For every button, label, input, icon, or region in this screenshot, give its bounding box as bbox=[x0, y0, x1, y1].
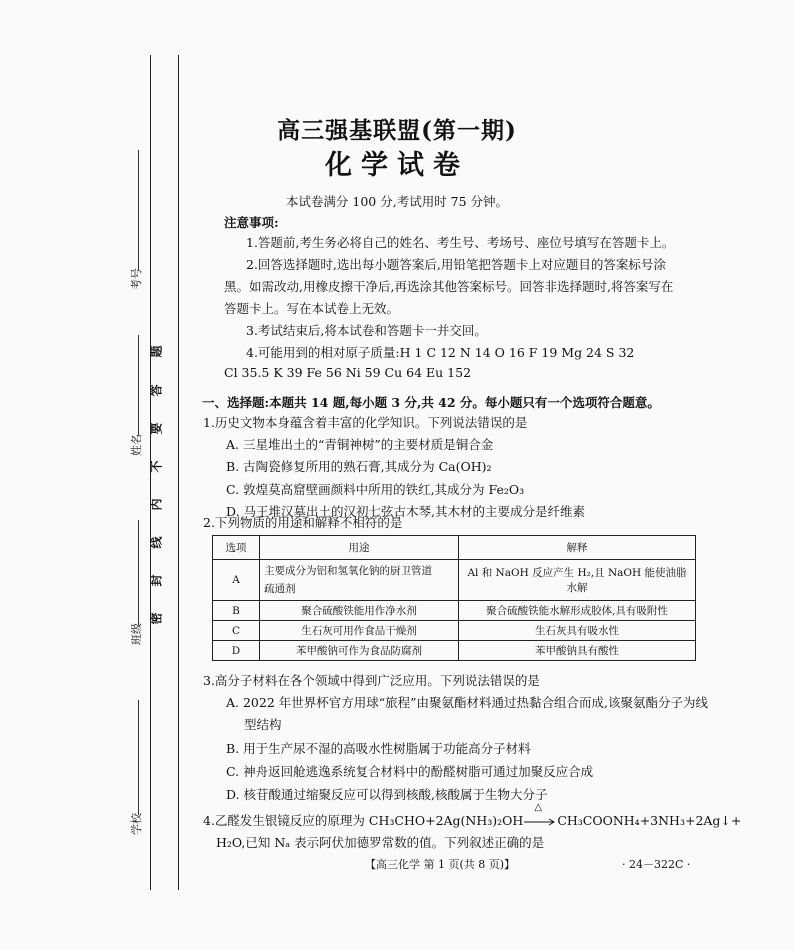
section-heading: 一、选择题:本题共 14 题,每小题 3 分,共 42 分。每小题只有一个选项符合题意。 bbox=[202, 395, 660, 410]
heat-symbol: △ bbox=[534, 802, 543, 813]
seal-char: 题 bbox=[149, 345, 164, 358]
q1-option-b: B. 古陶瓷修复所用的熟石膏,其成分为 Ca(OH)₂ bbox=[226, 459, 492, 474]
name-label: 姓名 bbox=[130, 434, 143, 456]
cell-use bbox=[260, 560, 459, 601]
note-line: 答题卡上。写在本试卷上无效。 bbox=[224, 301, 400, 316]
note-line: 3.考试结束后,将本试卷和答题卡一并交回。 bbox=[246, 323, 487, 338]
header-explain: 解释 bbox=[459, 536, 696, 560]
exam-title: 高三强基联盟(第一期) bbox=[277, 117, 517, 144]
seal-char: 答 bbox=[149, 384, 164, 397]
note-line: 黑。如需改动,用橡皮擦干净后,再选涂其他答案标号。回答非选择题时,将答案写在 bbox=[224, 279, 674, 294]
cell-explain: 苯甲酸钠具有酸性 bbox=[459, 641, 696, 661]
header-use: 用途 bbox=[260, 536, 459, 560]
footer-page-info: 【高三化学 第 1 页(共 8 页)】 bbox=[365, 858, 516, 871]
cell-use-line: 疏通剂 bbox=[264, 583, 296, 595]
header-option: 选项 bbox=[213, 536, 260, 560]
seal-char: 密 bbox=[149, 612, 164, 625]
school-label: 学校 bbox=[130, 813, 143, 835]
cell-use: 苯甲酸钠可作为食品防腐剂 bbox=[260, 641, 459, 661]
q3-option-a-cont: 型结构 bbox=[244, 717, 282, 732]
table-row bbox=[213, 641, 696, 661]
q3-stem: 3.高分子材料在各个领域中得到广泛应用。下列说法错误的是 bbox=[203, 673, 540, 688]
exam-subtitle: 化学试卷 bbox=[325, 150, 469, 181]
school-fill-line bbox=[138, 700, 139, 815]
q3-option-d: D. 核苷酸通过缩聚反应可以得到核酸,核酸属于生物大分子 bbox=[226, 787, 548, 802]
q2-stem: 2.下列物质的用途和解释不相符的是 bbox=[203, 515, 403, 530]
footer-code: · 24－322C · bbox=[622, 858, 691, 871]
name-fill-line bbox=[138, 335, 139, 435]
cell-use: 聚合硫酸铁能用作净水剂 bbox=[260, 601, 459, 621]
seal-char: 不 bbox=[149, 460, 164, 473]
cell-use: 生石灰可用作食品干燥剂 bbox=[260, 621, 459, 641]
q4-reactants: 4.乙醛发生银镜反应的原理为 CH₃CHO+2Ag(NH₃)₂OH bbox=[203, 813, 524, 828]
q1-option-a: A. 三星堆出土的“青铜神树”的主要材质是铜合金 bbox=[226, 437, 494, 452]
table-row bbox=[213, 621, 696, 641]
q3-option-b: B. 用于生产尿不湿的高吸水性树脂属于功能高分子材料 bbox=[226, 741, 531, 756]
reaction-arrow-icon bbox=[523, 816, 557, 828]
q4-line1 bbox=[203, 802, 742, 829]
table-row bbox=[213, 560, 696, 601]
kaohao-label: 考号 bbox=[130, 268, 143, 290]
cell-explain: Al 和 NaOH 反应产生 H₂,且 NaOH 能使油脂水解 bbox=[459, 560, 696, 601]
seal-char: 线 bbox=[149, 536, 164, 549]
class-label: 班级 bbox=[130, 623, 143, 645]
note-line: 4.可能用到的相对原子质量:H 1 C 12 N 14 O 16 F 19 Mg 24 S 32 bbox=[246, 345, 635, 360]
cell-use-line: 主要成分为铝和氢氧化钠的厨卫管道 bbox=[264, 565, 432, 577]
q1-stem: 1.历史文物本身蕴含着丰富的化学知识。下列说法错误的是 bbox=[203, 415, 528, 430]
table-header-row bbox=[213, 536, 696, 560]
cell-option: B bbox=[213, 601, 260, 621]
score-line: 本试卷满分 100 分,考试用时 75 分钟。 bbox=[285, 194, 509, 209]
seal-char: 内 bbox=[149, 498, 164, 511]
cell-explain: 生石灰具有吸水性 bbox=[459, 621, 696, 641]
q1-option-c: C. 敦煌莫高窟壁画颜料中所用的铁红,其成分为 Fe₂O₃ bbox=[226, 482, 525, 497]
q1-option-d: D. 马王堆汉墓出土的汉初七弦古木琴,其木材的主要成分是纤维素 bbox=[226, 504, 585, 519]
heat-arrow bbox=[523, 802, 557, 828]
q4-products: CH₃COONH₄+3NH₃+2Ag↓+ bbox=[557, 813, 742, 828]
class-fill-line bbox=[138, 520, 139, 625]
seal-char: 要 bbox=[149, 422, 164, 435]
note-line: 2.回答选择题时,选出每小题答案后,用铅笔把答题卡上对应题目的答案标号涂 bbox=[246, 257, 666, 272]
seal-char: 封 bbox=[149, 574, 164, 587]
q4-line2: H₂O,已知 Nₐ 表示阿伏加德罗常数的值。下列叙述正确的是 bbox=[216, 835, 545, 850]
cell-option: A bbox=[213, 560, 260, 601]
note-line: Cl 35.5 K 39 Fe 56 Ni 59 Cu 64 Eu 152 bbox=[224, 365, 472, 380]
q3-option-c: C. 神舟返回舱逃逸系统复合材料中的酚醛树脂可通过加聚反应合成 bbox=[226, 764, 594, 779]
notes-heading: 注意事项: bbox=[224, 215, 279, 230]
cell-option: C bbox=[213, 621, 260, 641]
q3-option-a: A. 2022 年世界杯官方用球“旅程”由聚氨酯材料通过热黏合组合而成,该聚氨酯分子为线 bbox=[226, 695, 709, 710]
cell-option: D bbox=[213, 641, 260, 661]
table-row bbox=[213, 601, 696, 621]
note-line: 1.答题前,考生务必将自己的姓名、考生号、考场号、座位号填写在答题卡上。 bbox=[246, 235, 675, 250]
q2-table bbox=[212, 535, 696, 661]
cell-explain: 聚合硫酸铁能水解形成胶体,具有吸附性 bbox=[459, 601, 696, 621]
